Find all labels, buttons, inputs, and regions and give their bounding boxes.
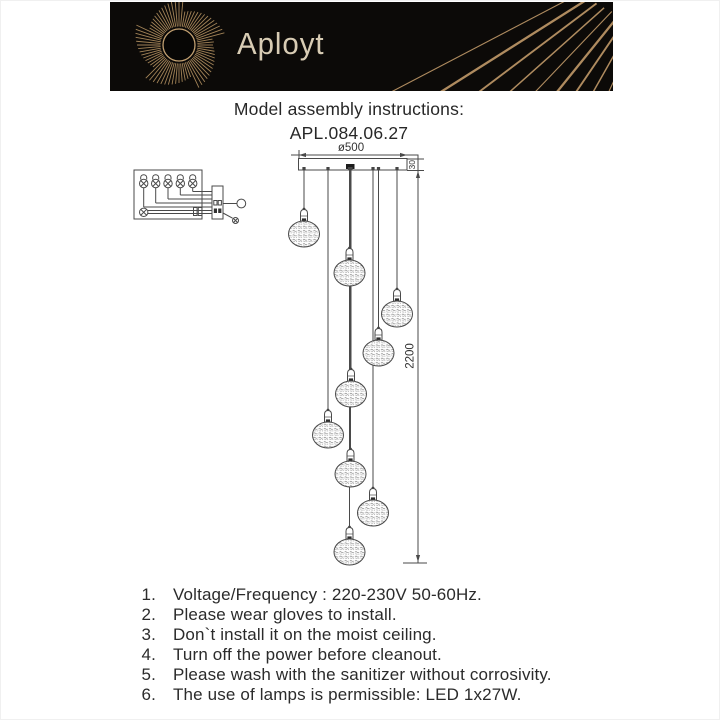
lamp-globe [336, 381, 367, 407]
lamp-symbol-icon [140, 208, 148, 216]
lamp-globe [289, 221, 320, 247]
dimension-label-height: 2200 [404, 343, 417, 369]
lamp-symbol-icon [176, 179, 184, 187]
dimension-label-thickness: 30 [407, 160, 417, 170]
lamp-globe [363, 340, 394, 366]
wire-connector [198, 208, 202, 216]
list-item: 2. Please wear gloves to install. [141, 604, 397, 624]
pendant-lamp [363, 327, 394, 366]
lamp-globe [334, 539, 365, 565]
lamp-globe [335, 461, 366, 487]
model-number: APL.084.06.27 [289, 123, 409, 143]
pendant-lamp [334, 247, 365, 286]
lamp-symbol-icon [233, 218, 239, 224]
dimension-lines [291, 142, 427, 563]
pendant-lamp [335, 448, 366, 487]
lamp-globe [358, 500, 389, 526]
lamp-symbol-icon [189, 179, 197, 187]
dimension-label-width: ø500 [337, 142, 365, 154]
pendant-lamp [289, 208, 320, 247]
pendant-lamp [358, 487, 389, 526]
list-item: 1. Voltage/Frequency : 220-230V 50-60Hz. [141, 585, 482, 604]
pendant-globes [289, 208, 413, 565]
junction-circle [237, 199, 246, 208]
pendant-lamp [313, 409, 344, 448]
wire-connector [194, 208, 198, 216]
wiring-diagram [134, 170, 246, 224]
pendant-lamp [334, 526, 365, 565]
list-item: 3. Don`t install it on the moist ceiling. [141, 624, 437, 644]
wiring-lamp-symbols [140, 175, 213, 207]
list-item: 5. Please wash with the sanitizer without corrosivity. [141, 664, 552, 684]
lamp-symbol-icon [164, 179, 172, 187]
lamp-symbol-icon [140, 179, 148, 187]
page-title: Model assembly instructions: [233, 99, 465, 119]
lamp-globe [334, 260, 365, 286]
pendant-lamp [336, 368, 367, 407]
lamp-globe [382, 301, 413, 327]
list-item: 6. The use of lamps is permissible: LED 1x27W. [141, 684, 522, 704]
pendant-fixture-drawing [289, 142, 428, 565]
lamp-symbol-icon [152, 179, 160, 187]
list-item: 4. Turn off the power before cleanout. [141, 644, 442, 664]
lamp-globe [313, 422, 344, 448]
pendant-lamp [382, 288, 413, 327]
brand-logo-text: Aployt [237, 26, 325, 61]
instruction-list [1, 585, 720, 704]
